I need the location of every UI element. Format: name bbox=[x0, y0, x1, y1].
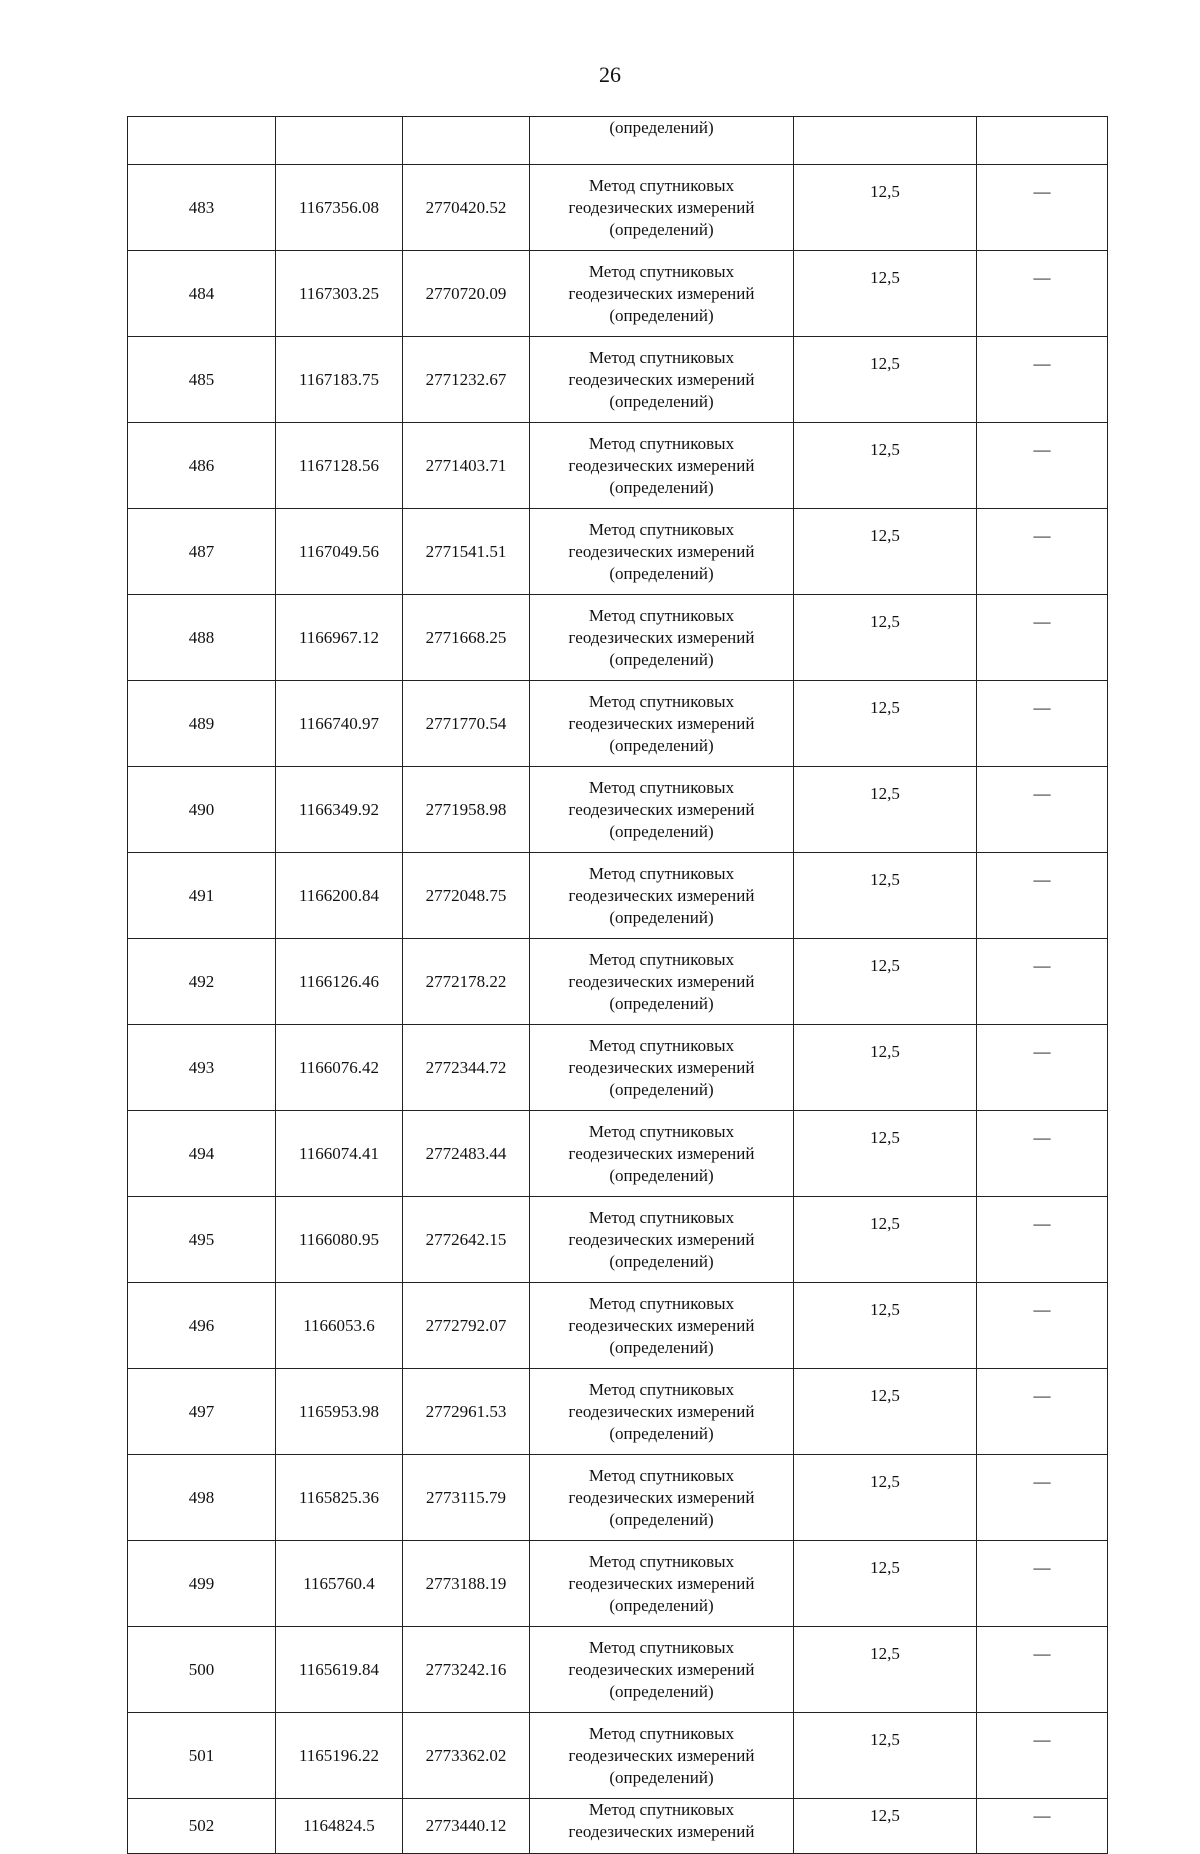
cell-accuracy: 12,5 bbox=[794, 767, 977, 853]
cell-note: — bbox=[977, 165, 1108, 251]
cell-point-number: 498 bbox=[128, 1455, 276, 1541]
cell-point-number: 487 bbox=[128, 509, 276, 595]
cell-accuracy: 12,5 bbox=[794, 1713, 977, 1799]
method-text-line1: Метод спутниковых bbox=[588, 433, 735, 453]
method-text-line3: (определений) bbox=[609, 907, 714, 927]
method-text-line1: Метод спутниковых bbox=[588, 691, 735, 711]
cell-y: 2771232.67 bbox=[403, 337, 530, 423]
method-text-line1: Метод спутниковых bbox=[588, 175, 735, 195]
method-text-line1: Метод спутниковых bbox=[588, 1379, 735, 1399]
cell-point-number: 496 bbox=[128, 1283, 276, 1369]
method-text-line3: (определений) bbox=[609, 1423, 714, 1443]
cell-note: — bbox=[977, 423, 1108, 509]
method-text-line2: геодезических измерений bbox=[568, 1143, 755, 1163]
table-row bbox=[128, 1455, 1108, 1541]
cell-y: 2773188.19 bbox=[403, 1541, 530, 1627]
cell-note: — bbox=[977, 251, 1108, 337]
cell-point-number: 493 bbox=[128, 1025, 276, 1111]
cell-method bbox=[530, 1541, 794, 1627]
cell-accuracy: 12,5 bbox=[794, 1369, 977, 1455]
cell-method bbox=[530, 509, 794, 595]
method-text-line1: Метод спутниковых bbox=[588, 777, 735, 797]
method-text-line3: (определений) bbox=[609, 1251, 714, 1271]
cell-note: — bbox=[977, 1541, 1108, 1627]
cell-y: 2773242.16 bbox=[403, 1627, 530, 1713]
cell-note: — bbox=[977, 853, 1108, 939]
cell-note: — bbox=[977, 509, 1108, 595]
cell-y: 2772792.07 bbox=[403, 1283, 530, 1369]
method-text-line2: геодезических измерений bbox=[568, 455, 755, 475]
method-text-line2: геодезических измерений bbox=[568, 369, 755, 389]
table-row bbox=[128, 165, 1108, 251]
cell-method bbox=[530, 1025, 794, 1111]
cell-accuracy: 12,5 bbox=[794, 1627, 977, 1713]
cell-point-number bbox=[128, 117, 276, 165]
cell-point-number: 499 bbox=[128, 1541, 276, 1627]
method-text-line1: Метод спутниковых bbox=[588, 1637, 735, 1657]
cell-note: — bbox=[977, 1627, 1108, 1713]
cell-point-number: 483 bbox=[128, 165, 276, 251]
method-text-line3: (определений) bbox=[609, 391, 714, 411]
cell-note: — bbox=[977, 1369, 1108, 1455]
cell-point-number: 488 bbox=[128, 595, 276, 681]
coordinates-table-body bbox=[128, 117, 1108, 1854]
method-text-line3: (определений) bbox=[609, 1079, 714, 1099]
table-row bbox=[128, 423, 1108, 509]
cell-accuracy: 12,5 bbox=[794, 1455, 977, 1541]
cell-y: 2770420.52 bbox=[403, 165, 530, 251]
cell-method bbox=[530, 939, 794, 1025]
cell-note: — bbox=[977, 337, 1108, 423]
table-row bbox=[128, 1541, 1108, 1627]
method-text-line1: Метод спутниковых bbox=[588, 1035, 735, 1055]
cell-method bbox=[530, 1713, 794, 1799]
cell-y: 2772961.53 bbox=[403, 1369, 530, 1455]
cell-y: 2772642.15 bbox=[403, 1197, 530, 1283]
cell-note: — bbox=[977, 1197, 1108, 1283]
cell-note: — bbox=[977, 1713, 1108, 1799]
cell-method bbox=[530, 1799, 794, 1854]
method-text-line1: Метод спутниковых bbox=[588, 1800, 735, 1819]
method-text-line2: геодезических измерений bbox=[568, 1659, 755, 1679]
table-row bbox=[128, 1111, 1108, 1197]
cell-y: 2773115.79 bbox=[403, 1455, 530, 1541]
method-text-line1: Метод спутниковых bbox=[588, 519, 735, 539]
continued-row bbox=[128, 117, 1108, 165]
table-row bbox=[128, 595, 1108, 681]
cell-note: — bbox=[977, 595, 1108, 681]
cell-x: 1165825.36 bbox=[276, 1455, 403, 1541]
table-row bbox=[128, 767, 1108, 853]
method-text-line2: геодезических измерений bbox=[568, 1315, 755, 1335]
method-text-line1: Метод спутниковых bbox=[588, 261, 735, 281]
cell-y: 2772178.22 bbox=[403, 939, 530, 1025]
method-text-line3: (определений) bbox=[609, 1509, 714, 1529]
cell-x: 1165196.22 bbox=[276, 1713, 403, 1799]
cell-accuracy: 12,5 bbox=[794, 423, 977, 509]
table-row bbox=[128, 1369, 1108, 1455]
cell-point-number: 501 bbox=[128, 1713, 276, 1799]
table-row bbox=[128, 1283, 1108, 1369]
method-text-line3: (определений) bbox=[609, 821, 714, 841]
method-text-line1: Метод спутниковых bbox=[588, 863, 735, 883]
method-text-line3: (определений) bbox=[609, 735, 714, 755]
method-text-line2: геодезических измерений bbox=[568, 1487, 755, 1507]
method-text-line3: (определений) bbox=[609, 1681, 714, 1701]
cell-accuracy: 12,5 bbox=[794, 251, 977, 337]
cell-accuracy: 12,5 bbox=[794, 853, 977, 939]
table-row bbox=[128, 1025, 1108, 1111]
method-text-line2: геодезических измерений bbox=[568, 885, 755, 905]
cell-point-number: 491 bbox=[128, 853, 276, 939]
cell-note: — bbox=[977, 1455, 1108, 1541]
cell-method bbox=[530, 1283, 794, 1369]
cell-note: — bbox=[977, 939, 1108, 1025]
method-text-line1: Метод спутниковых bbox=[588, 1723, 735, 1743]
table-row bbox=[128, 1197, 1108, 1283]
cell-method bbox=[530, 1369, 794, 1455]
cell-y: 2770720.09 bbox=[403, 251, 530, 337]
cell-x: 1165953.98 bbox=[276, 1369, 403, 1455]
cell-accuracy: 12,5 bbox=[794, 1799, 977, 1854]
method-text-line1: Метод спутниковых bbox=[588, 1121, 735, 1141]
cell-method bbox=[530, 165, 794, 251]
method-text-line2: геодезических измерений bbox=[568, 971, 755, 991]
cell-method bbox=[530, 1455, 794, 1541]
cell-x: 1166740.97 bbox=[276, 681, 403, 767]
cell-note bbox=[977, 117, 1108, 165]
cell-x: 1164824.5 bbox=[276, 1799, 403, 1854]
cell-note: — bbox=[977, 1799, 1108, 1854]
cell-method-continued bbox=[530, 117, 794, 165]
method-text-line3: (определений) bbox=[609, 118, 714, 137]
table-row bbox=[128, 337, 1108, 423]
method-text-line3: (определений) bbox=[609, 563, 714, 583]
table-row bbox=[128, 681, 1108, 767]
method-text-line3: (определений) bbox=[609, 305, 714, 325]
cell-y: 2772344.72 bbox=[403, 1025, 530, 1111]
table-row bbox=[128, 251, 1108, 337]
cell-x: 1166349.92 bbox=[276, 767, 403, 853]
method-text-line2: геодезических измерений bbox=[568, 1745, 755, 1765]
cell-point-number: 494 bbox=[128, 1111, 276, 1197]
cell-x: 1166126.46 bbox=[276, 939, 403, 1025]
cell-x: 1166074.41 bbox=[276, 1111, 403, 1197]
cell-point-number: 495 bbox=[128, 1197, 276, 1283]
cell-point-number: 500 bbox=[128, 1627, 276, 1713]
method-text-line2: геодезических измерений bbox=[568, 1229, 755, 1249]
cell-y: 2772048.75 bbox=[403, 853, 530, 939]
cell-x: 1166200.84 bbox=[276, 853, 403, 939]
method-text-line3: (определений) bbox=[609, 1337, 714, 1357]
cell-accuracy: 12,5 bbox=[794, 1197, 977, 1283]
method-text-line3: (определений) bbox=[609, 649, 714, 669]
method-text-line2: геодезических измерений bbox=[568, 197, 755, 217]
method-text-line1: Метод спутниковых bbox=[588, 1207, 735, 1227]
cell-method bbox=[530, 853, 794, 939]
coordinates-table bbox=[127, 116, 1108, 1854]
cell-y: 2771403.71 bbox=[403, 423, 530, 509]
method-text-line2: геодезических измерений bbox=[568, 283, 755, 303]
cell-method bbox=[530, 1197, 794, 1283]
method-text-line3: (определений) bbox=[609, 1767, 714, 1787]
method-text-line1: Метод спутниковых bbox=[588, 1293, 735, 1313]
method-text-line1: Метод спутниковых bbox=[588, 605, 735, 625]
cell-point-number: 484 bbox=[128, 251, 276, 337]
method-text-line2: геодезических измерений bbox=[568, 1401, 755, 1421]
method-text-line1: Метод спутниковых bbox=[588, 949, 735, 969]
method-text-line2: геодезических измерений bbox=[568, 1822, 755, 1841]
method-text-line2: геодезических измерений bbox=[568, 627, 755, 647]
method-text-line2: геодезических измерений bbox=[568, 1573, 755, 1593]
cell-point-number: 489 bbox=[128, 681, 276, 767]
method-text-line2: геодезических измерений bbox=[568, 1057, 755, 1077]
cell-y: 2771541.51 bbox=[403, 509, 530, 595]
cell-accuracy bbox=[794, 117, 977, 165]
cell-accuracy: 12,5 bbox=[794, 681, 977, 767]
cell-method bbox=[530, 595, 794, 681]
cell-note: — bbox=[977, 1283, 1108, 1369]
cell-point-number: 485 bbox=[128, 337, 276, 423]
method-text-line2: геодезических измерений bbox=[568, 799, 755, 819]
cell-method bbox=[530, 337, 794, 423]
table-row bbox=[128, 1627, 1108, 1713]
cell-x bbox=[276, 117, 403, 165]
cell-x: 1167303.25 bbox=[276, 251, 403, 337]
cell-x: 1166076.42 bbox=[276, 1025, 403, 1111]
method-text-line1: Метод спутниковых bbox=[588, 347, 735, 367]
cell-method bbox=[530, 767, 794, 853]
table-row bbox=[128, 1713, 1108, 1799]
cell-y: 2771958.98 bbox=[403, 767, 530, 853]
method-text-line2: геодезических измерений bbox=[568, 713, 755, 733]
cell-x: 1165760.4 bbox=[276, 1541, 403, 1627]
cell-x: 1166967.12 bbox=[276, 595, 403, 681]
cell-point-number: 486 bbox=[128, 423, 276, 509]
cell-note: — bbox=[977, 767, 1108, 853]
cell-note: — bbox=[977, 1025, 1108, 1111]
cell-note: — bbox=[977, 681, 1108, 767]
cell-accuracy: 12,5 bbox=[794, 337, 977, 423]
cell-method bbox=[530, 251, 794, 337]
method-text-line3: (определений) bbox=[609, 993, 714, 1013]
cell-y bbox=[403, 117, 530, 165]
table-row bbox=[128, 1799, 1108, 1854]
cell-x: 1167356.08 bbox=[276, 165, 403, 251]
method-text-line3: (определений) bbox=[609, 477, 714, 497]
cell-point-number: 490 bbox=[128, 767, 276, 853]
cell-note: — bbox=[977, 1111, 1108, 1197]
cell-method bbox=[530, 681, 794, 767]
cell-x: 1167183.75 bbox=[276, 337, 403, 423]
cell-x: 1167128.56 bbox=[276, 423, 403, 509]
method-text-line3: (определений) bbox=[609, 219, 714, 239]
cell-method bbox=[530, 1111, 794, 1197]
table-row bbox=[128, 939, 1108, 1025]
cell-accuracy: 12,5 bbox=[794, 1025, 977, 1111]
cell-accuracy: 12,5 bbox=[794, 1283, 977, 1369]
cell-point-number: 492 bbox=[128, 939, 276, 1025]
page-number: 26 bbox=[599, 62, 621, 87]
cell-accuracy: 12,5 bbox=[794, 1111, 977, 1197]
cell-accuracy: 12,5 bbox=[794, 595, 977, 681]
method-text-line3: (определений) bbox=[609, 1595, 714, 1615]
table-row bbox=[128, 509, 1108, 595]
method-text-line2: геодезических измерений bbox=[568, 541, 755, 561]
cell-accuracy: 12,5 bbox=[794, 1541, 977, 1627]
cell-accuracy: 12,5 bbox=[794, 939, 977, 1025]
cell-method bbox=[530, 423, 794, 509]
cell-point-number: 502 bbox=[128, 1799, 276, 1854]
cell-x: 1165619.84 bbox=[276, 1627, 403, 1713]
cell-accuracy: 12,5 bbox=[794, 165, 977, 251]
cell-y: 2773362.02 bbox=[403, 1713, 530, 1799]
cell-point-number: 497 bbox=[128, 1369, 276, 1455]
cell-method bbox=[530, 1627, 794, 1713]
cell-x: 1166080.95 bbox=[276, 1197, 403, 1283]
cell-x: 1167049.56 bbox=[276, 509, 403, 595]
cell-y: 2771770.54 bbox=[403, 681, 530, 767]
cell-accuracy: 12,5 bbox=[794, 509, 977, 595]
cell-y: 2772483.44 bbox=[403, 1111, 530, 1197]
method-text-line1: Метод спутниковых bbox=[588, 1551, 735, 1571]
table-row bbox=[128, 853, 1108, 939]
cell-x: 1166053.6 bbox=[276, 1283, 403, 1369]
cell-y: 2771668.25 bbox=[403, 595, 530, 681]
cell-y: 2773440.12 bbox=[403, 1799, 530, 1854]
method-text-line3: (определений) bbox=[609, 1165, 714, 1185]
method-text-line1: Метод спутниковых bbox=[588, 1465, 735, 1485]
